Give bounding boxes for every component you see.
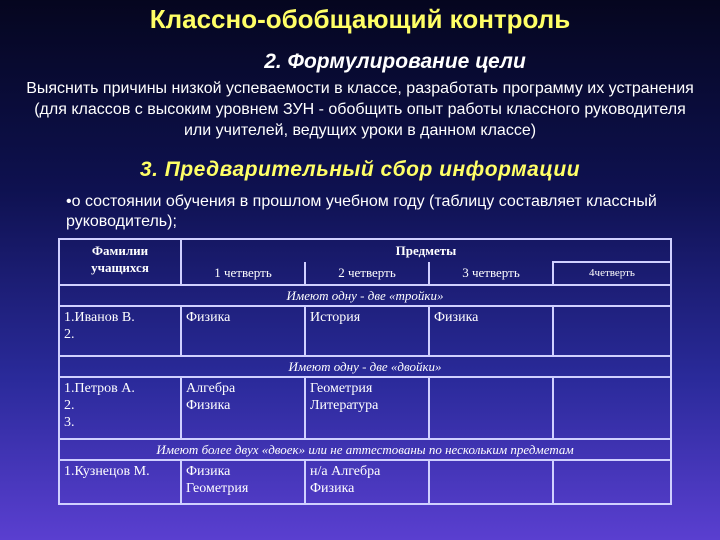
q2-cell xyxy=(305,377,429,439)
q2-cell xyxy=(305,460,429,504)
q1-cell xyxy=(181,460,305,504)
q1-cell xyxy=(181,377,305,439)
q2-cell xyxy=(305,306,429,356)
slide-title: Классно-обобщающий контроль xyxy=(149,4,571,34)
students-cell xyxy=(59,377,181,439)
cell-text-line: Литература xyxy=(310,398,379,413)
info-collection-heading: 3. Предварительный сбор информации xyxy=(139,158,581,181)
group-caption-row xyxy=(59,285,671,306)
cell-text-line: 1.Кузнецов М. xyxy=(64,464,150,479)
group-2-caption: Имеют одну - две «двойки» xyxy=(59,356,671,377)
group-caption-row xyxy=(59,439,671,460)
quarter-4-header: 4четверть xyxy=(553,262,671,285)
cell-text-line: Алгебра xyxy=(186,381,236,396)
group-3-caption: Имеют более двух «двоек» или не аттестованы по нескольким предметам xyxy=(59,439,671,460)
bullet-item: •о состоянии обучения в прошлом учебном году (таблицу составляет классный руководитель); xyxy=(66,193,657,230)
q1-cell xyxy=(181,306,305,356)
cell-text-line: История xyxy=(310,310,361,325)
table-row xyxy=(59,306,671,356)
cell-text-line: Физика xyxy=(186,398,231,413)
goal-text: Выяснить причины низкой успеваемости в классе, разработать программу их устранения (для классов с высоким уровнем ЗУН - обобщить опыт работы классного руководителя или учителей, ведущих уроки в данном классе) xyxy=(26,80,694,139)
cell-text-line: 1.Иванов В. xyxy=(64,310,135,325)
cell-text-line: 1.Петров А. xyxy=(64,381,135,396)
cell-text-line: 3. xyxy=(64,415,75,430)
cell-text-line: Физика xyxy=(186,310,231,325)
quarter-1-header: 1 четверть xyxy=(181,262,305,285)
cell-text-line: Геометрия xyxy=(186,481,249,496)
students-cell xyxy=(59,306,181,356)
cell-text-line: н/а Алгебра xyxy=(310,464,381,479)
q4-cell xyxy=(553,306,671,356)
quarter-3-header: 3 четверть xyxy=(429,262,553,285)
cell-text-line: Физика xyxy=(434,310,479,325)
table-row xyxy=(59,377,671,439)
quarter-2-header: 2 четверть xyxy=(305,262,429,285)
q3-cell xyxy=(429,306,553,356)
q3-cell xyxy=(429,460,553,504)
header-student-names: Фамилии учащихся xyxy=(59,239,181,285)
cell-text-line: Физика xyxy=(310,481,355,496)
cell-text-line: Физика xyxy=(186,464,231,479)
cell-text-line: 2. xyxy=(64,327,75,342)
cell-text-line: 2. xyxy=(64,398,75,413)
group-caption-row xyxy=(59,356,671,377)
students-cell xyxy=(59,460,181,504)
table-row xyxy=(59,460,671,504)
q4-cell xyxy=(553,377,671,439)
goal-heading: 2. Формулирование цели xyxy=(264,50,526,73)
q3-cell xyxy=(429,377,553,439)
q4-cell xyxy=(553,460,671,504)
header-subjects: Предметы xyxy=(181,239,671,262)
progress-table xyxy=(58,238,672,505)
cell-text-line: Геометрия xyxy=(310,381,373,396)
table-header-row xyxy=(59,239,671,262)
group-1-caption: Имеют одну - две «тройки» xyxy=(59,285,671,306)
